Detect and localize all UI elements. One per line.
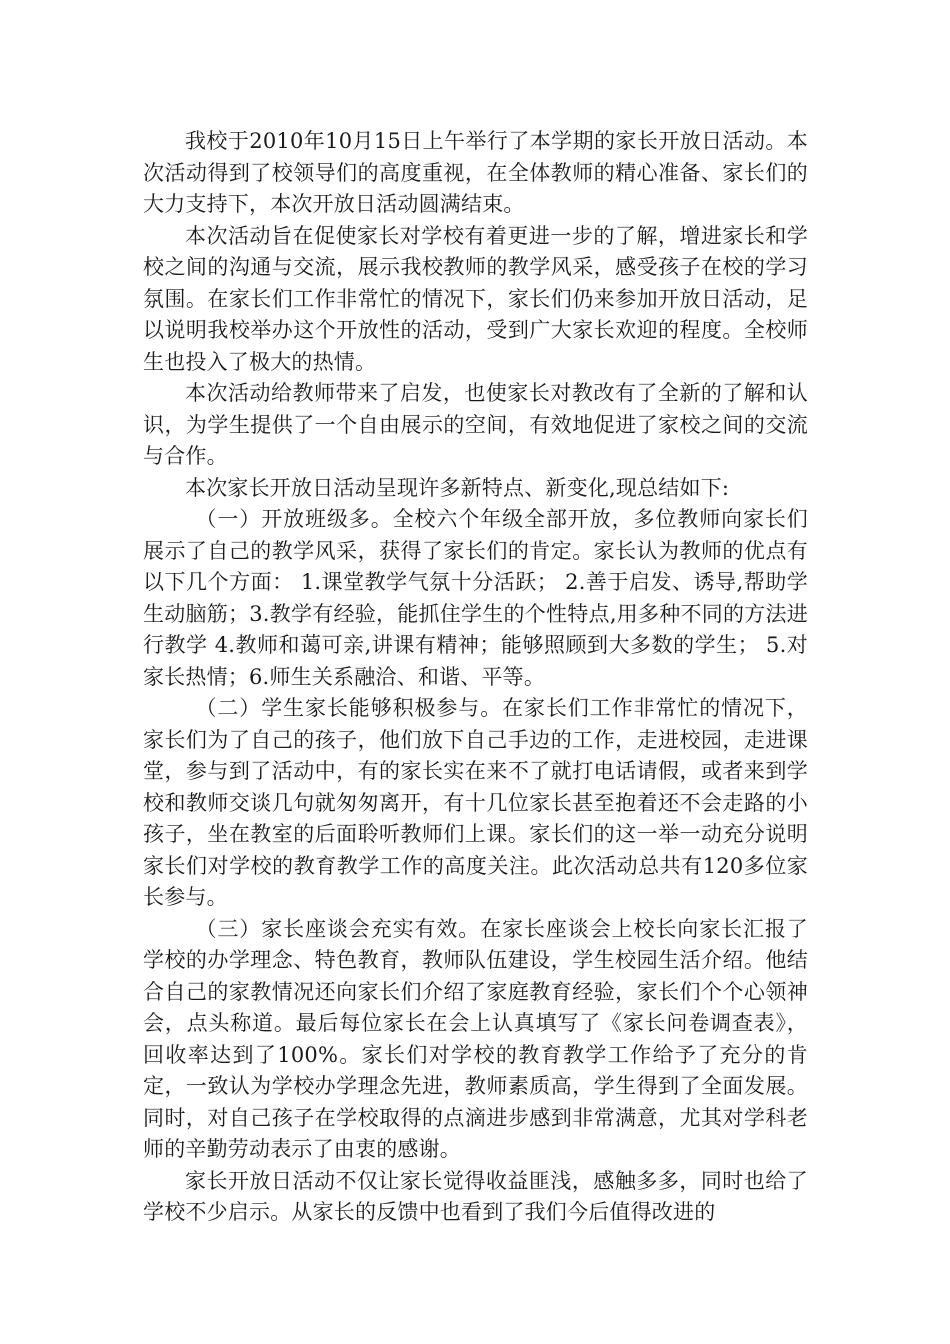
paragraph-point-three: （三）家长座谈会充实有效。在家长座谈会上校长向家长汇报了学校的办学理念、特色教育，教师队伍建设，学生校园生活介绍。他结合自己的家教情况还向家长们介绍了家庭教育经验，家长们个个心领神会，点头称道。最后每位家长在会上认真填写了《家长问卷调查表》，回收率达到了100%。家长们对学校的教育教学工作给予了充分的肯定，一致认为学校办学理念先进，教师素质高，学生得到了全面发展。同时，对自己孩子在学校取得的点滴进步感到非常满意，尤其对学科老师的辛勤劳动表示了由衷的感谢。 — [143, 916, 808, 1161]
paragraph-intro: 我校于2010年10月15日上午举行了本学期的家长开放日活动。本次活动得到了校领导们的高度重视，在全体教师的精心准备、家长们的大力支持下，本次开放日活动圆满结束。 — [143, 129, 808, 216]
paragraph-inspiration: 本次活动给教师带来了启发，也使家长对教改有了全新的了解和认识，为学生提供了一个自由展示的空间，有效地促进了家校之间的交流与合作。 — [143, 381, 808, 468]
paragraph-purpose: 本次活动旨在促使家长对学校有着更进一步的了解，增进家长和学校之间的沟通与交流，展示我校教师的教学风采，感受孩子在校的学习氛围。在家长们工作非常忙的情况下，家长们仍来参加开放日活动，足以说明我校举办这个开放性的活动，受到广大家长欢迎的程度。全校师生也投入了极大的热情。 — [143, 223, 808, 374]
paragraph-closing: 家长开放日活动不仅让家长觉得收益匪浅，感触多多，同时也给了学校不少启示。从家长的反馈中也看到了我们今后值得改进的 — [143, 1168, 808, 1224]
paragraph-point-one: （一）开放班级多。全校六个年级全部开放，多位教师向家长们展示了自己的教学风采，获得了家长们的肯定。家长认为教师的优点有以下几个方面： 1.课堂教学气氛十分活跃； 2.善于启发、诱导,帮助学生动脑筋；3.教学有经验，能抓住学生的个性特点,用多种不同的方法进行教学 4.教师和蔼可亲,讲课有精神；能够照顾到大多数的学生； 5.对家长热情；6.师生关系融洽、和谐、平等。 — [143, 507, 808, 689]
paragraph-summary-lead: 本次家长开放日活动呈现许多新特点、新变化,现总结如下: — [185, 475, 730, 500]
document-body — [143, 126, 808, 1229]
paragraph-point-two: （二）学生家长能够积极参与。在家长们工作非常忙的情况下，家长们为了自己的孩子，他们放下自己手边的工作，走进校园，走进课堂，参与到了活动中，有的家长实在来不了就打电话请假，或者来到学校和教师交谈几句就匆匆离开，有十几位家长甚至抱着还不会走路的小孩子，坐在教室的后面聆听教师们上课。家长们的这一举一动充分说明家长们对学校的教育教学工作的高度关注。此次活动总共有120多位家长参与。 — [143, 696, 808, 909]
